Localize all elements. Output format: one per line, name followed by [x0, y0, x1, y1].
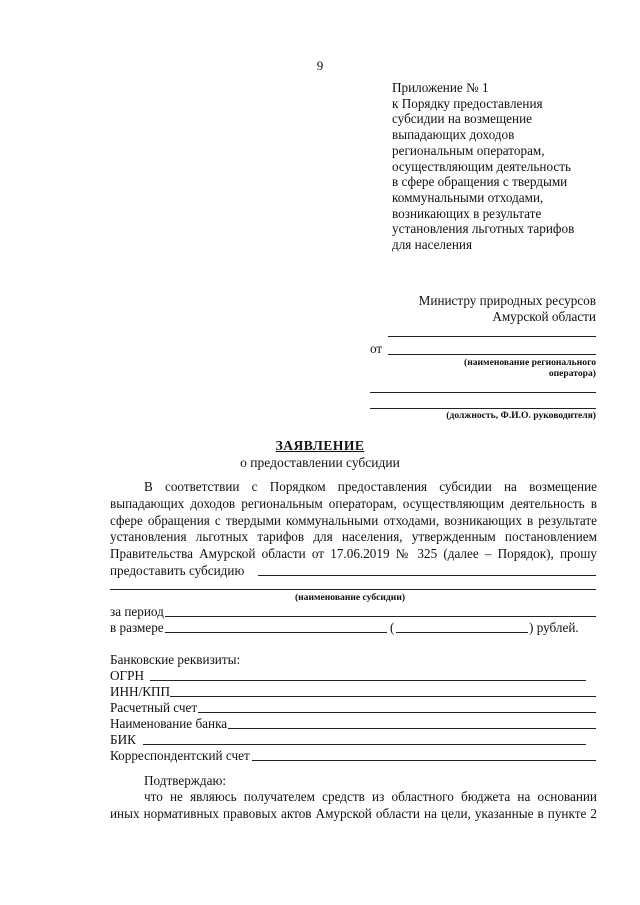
account-label: Расчетный счет: [110, 700, 198, 715]
body-line: В соответствии с Порядком предоставления субсидии на возмещение: [144, 479, 597, 494]
bank-name-label: Наименование банка: [110, 716, 228, 731]
appendix-line: установления льготных тарифов: [392, 221, 575, 237]
confirm-line: что не являюсь получателем средств из областного бюджета на основании: [144, 789, 597, 804]
operator-hint: [464, 357, 596, 379]
appendix-line: субсидии на возмещение: [392, 111, 532, 127]
period-line[interactable]: [165, 616, 596, 617]
confirm-heading: Подтверждаю:: [144, 773, 226, 788]
blank-line[interactable]: [388, 336, 596, 337]
amount-label: в размере: [110, 620, 164, 635]
corr-label: Корреспондентский счет: [110, 748, 250, 763]
bik-line[interactable]: [143, 744, 586, 745]
corr-line[interactable]: [252, 760, 596, 761]
addressee-block: [419, 293, 596, 325]
period-label: за период: [110, 604, 164, 619]
from-label: от: [370, 341, 383, 356]
appendix-line: к Порядку предоставления: [392, 95, 543, 111]
appendix-line: для населения: [392, 237, 473, 253]
amount-close: ) рублей.: [529, 620, 579, 635]
ogrn-label: ОГРН: [110, 668, 145, 683]
bik-label: БИК: [110, 732, 136, 747]
blank-line[interactable]: [370, 392, 596, 393]
title-sub: о предоставлении субсидии: [240, 455, 400, 470]
appendix-line: выпадающих доходов: [392, 127, 515, 143]
inn-line[interactable]: [170, 696, 596, 697]
body-line: Правительства Амурской области от 17.06.2019 № 325 (далее – Порядок), прошу: [110, 546, 597, 562]
head-name-line[interactable]: [370, 408, 596, 409]
confirm-line: иных нормативных правовых актов Амурской области на цели, указанные в пункте 2: [110, 805, 597, 821]
subsidy-name-line-2[interactable]: [110, 589, 596, 590]
bank-heading: Банковские реквизиты:: [110, 652, 241, 667]
subsidy-hint: (наименование субсидии): [294, 592, 406, 603]
page-number: 9: [316, 58, 324, 73]
head-hint: (должность, Ф.И.О. руководителя): [446, 410, 596, 421]
appendix-line: Приложение № 1: [392, 80, 489, 95]
ogrn-line[interactable]: [150, 680, 586, 681]
hint-line: (наименование регионального: [464, 357, 596, 368]
addressee-line: Амурской области: [492, 309, 596, 324]
appendix-line: региональным операторам,: [392, 142, 545, 158]
request-label: предоставить субсидию: [110, 563, 245, 578]
operator-name-line[interactable]: [388, 354, 596, 355]
appendix-line: коммунальными отходами,: [392, 189, 544, 205]
appendix-block: [392, 80, 632, 253]
hint-line: оператора): [548, 368, 596, 379]
appendix-line: осуществляющим деятельность: [392, 158, 572, 174]
subsidy-name-line[interactable]: [258, 575, 596, 576]
body-line: сфере обращения с твердыми коммунальными отходами, возникающих в результате: [110, 512, 597, 528]
title-main: ЗАЯВЛЕНИЕ: [275, 438, 365, 453]
amount-words-line[interactable]: [396, 632, 528, 633]
amount-open: (: [390, 620, 395, 635]
bank-name-line[interactable]: [228, 728, 596, 729]
inn-label: ИНН/КПП: [110, 684, 171, 699]
appendix-line: возникающих в результате: [392, 205, 542, 221]
account-line[interactable]: [198, 712, 596, 713]
body-line: выпадающих доходов региональным операторам, осуществляющим деятельность в: [110, 495, 597, 511]
body-line: установления льготных тарифов для населения, утвержденным постановлением: [110, 529, 597, 545]
confirm-paragraph: [110, 789, 597, 823]
document-title: [0, 437, 640, 471]
appendix-line: в сфере обращения с твердыми: [392, 174, 568, 190]
amount-line[interactable]: [165, 632, 387, 633]
body-paragraph: [110, 479, 597, 563]
addressee-line: Министру природных ресурсов: [418, 293, 596, 308]
